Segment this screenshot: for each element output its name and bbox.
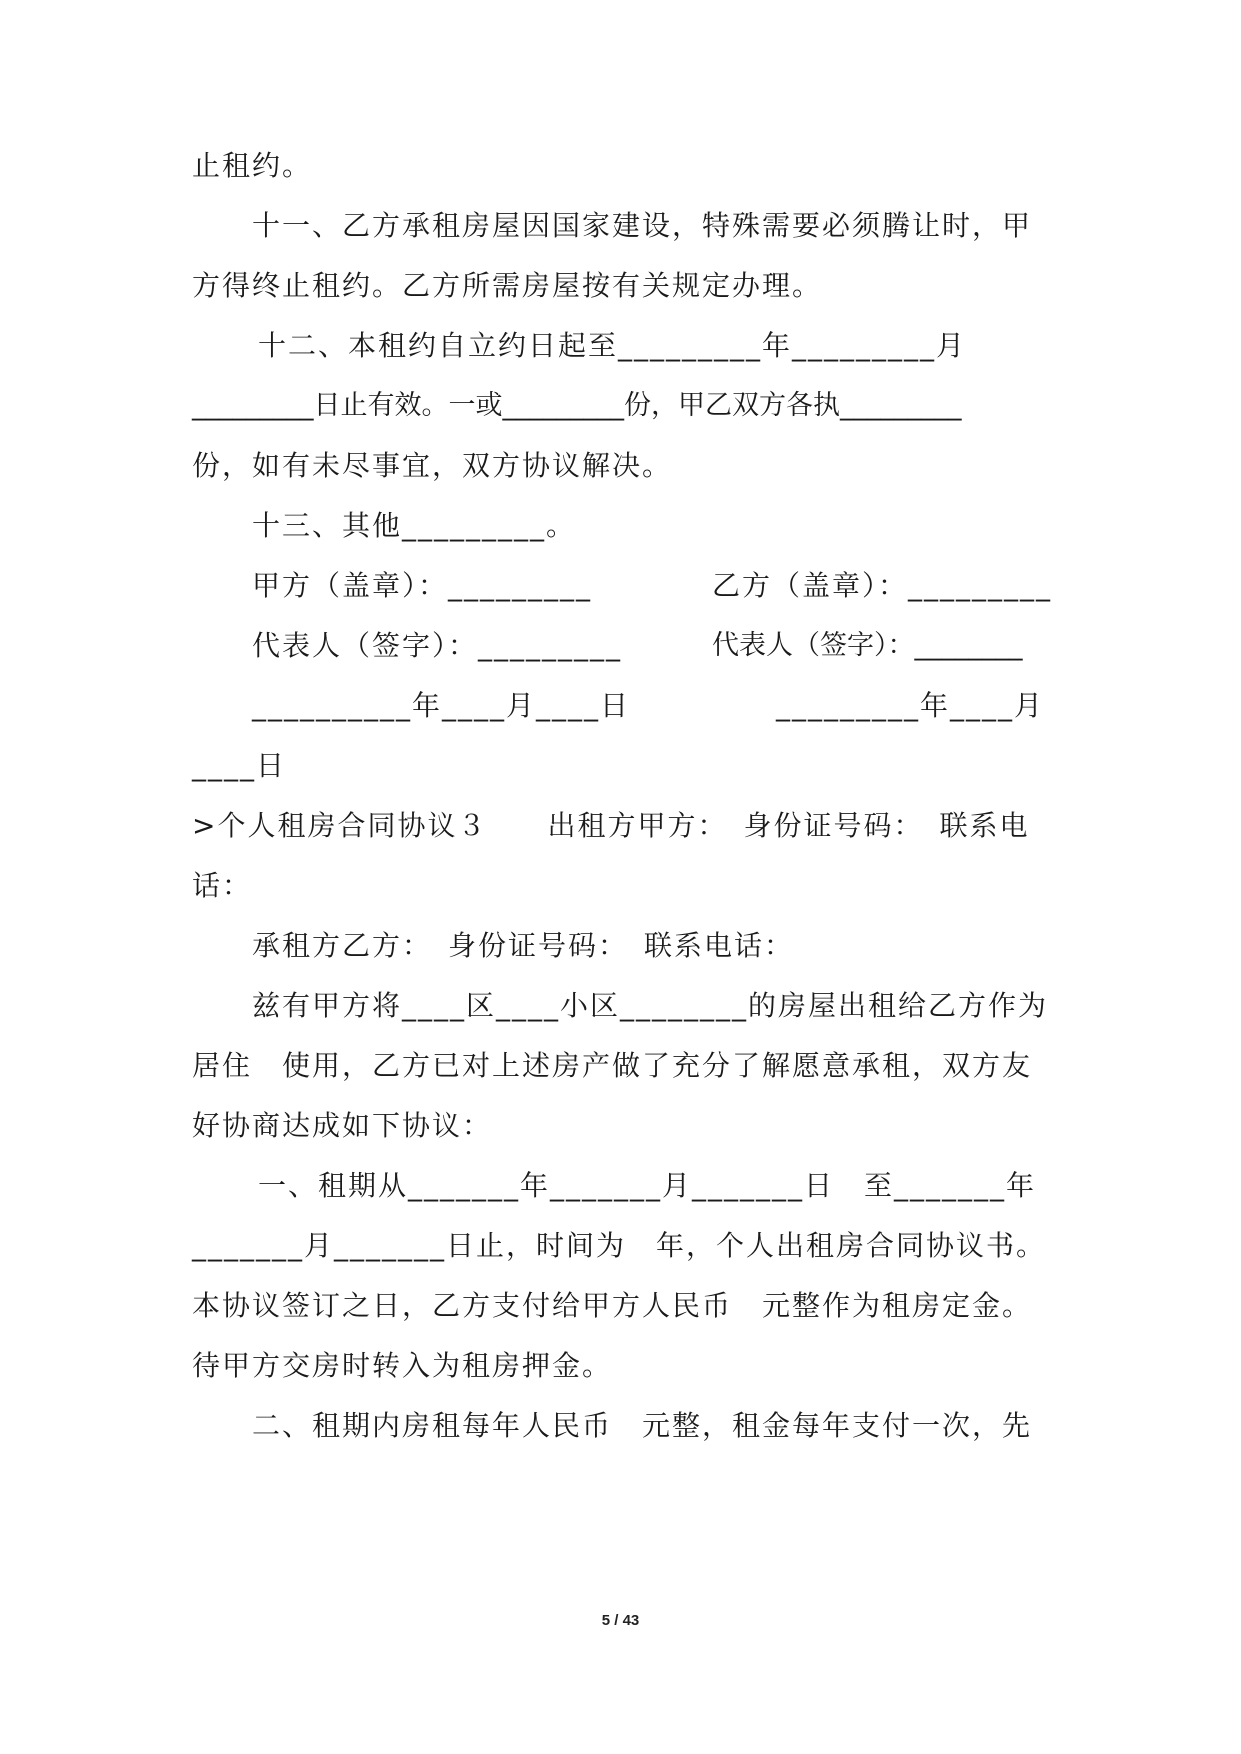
party-a-seal-line: 甲方（盖章）：_________ (252, 569, 593, 602)
party-a-representative-line: 代表人（签字）：_________ (252, 629, 623, 662)
text-line-21: 一、租期从_______年_______月_______日 至_______年 (258, 1169, 1037, 1202)
text-line-5: _________日止有效。一或_________份，甲乙双方各执_________ (192, 390, 962, 421)
text-line-3: 方得终止租约。乙方所需房屋按有关规定办理。 (192, 269, 823, 302)
text-line-2: 十一、乙方承租房屋因国家建设，特殊需要必须腾让时，甲 (252, 209, 1033, 242)
text-line-19: 居住 使用，乙方已对上述房产做了充分了解愿意承租，双方友 (192, 1049, 1033, 1082)
text-line-1: 止租约。 (192, 149, 313, 182)
page-indicator: 5 / 43 (601, 1612, 640, 1629)
text-line-18: 兹有甲方将____区____小区________的房屋出租给乙方作为 (252, 989, 1049, 1022)
contract-3-heading-line: >个人租房合同协议３ 出租方甲方： 身份证号码： 联系电 (192, 809, 1030, 842)
text-line-22: _______月_______日止，时间为 年，个人出租房合同协议书。 (192, 1229, 1047, 1262)
text-line-6: 份，如有未尽事宜，双方协议解决。 (192, 449, 673, 482)
text-line-16: 话： (192, 869, 253, 902)
party-a-date-line: __________年____月____日 (252, 689, 631, 722)
tenant-info-line: 承租方乙方： 身份证号码： 联系电话： (252, 929, 795, 962)
text-line-23: 本协议签订之日，乙方支付给甲方人民币 元整作为租房定金。 (192, 1289, 1033, 1322)
text-line-24: 待甲方交房时转入为租房押金。 (192, 1349, 613, 1382)
party-b-date-line: _________年____月 (776, 689, 1045, 722)
text-line-7: 十三、其他_________。 (252, 509, 577, 542)
party-b-date-day: ____日 (192, 749, 287, 782)
text-line-4: 十二、本租约自立约日起至_________年_________月 (258, 329, 967, 362)
party-b-representative-line: 代表人（签字）：________ (712, 630, 1023, 661)
party-b-seal-line: 乙方（盖章）：_________ (712, 569, 1053, 602)
text-line-20: 好协商达成如下协议： (192, 1109, 493, 1142)
text-line-25: 二、租期内房租每年人民币 元整，租金每年支付一次，先 (252, 1409, 1033, 1442)
